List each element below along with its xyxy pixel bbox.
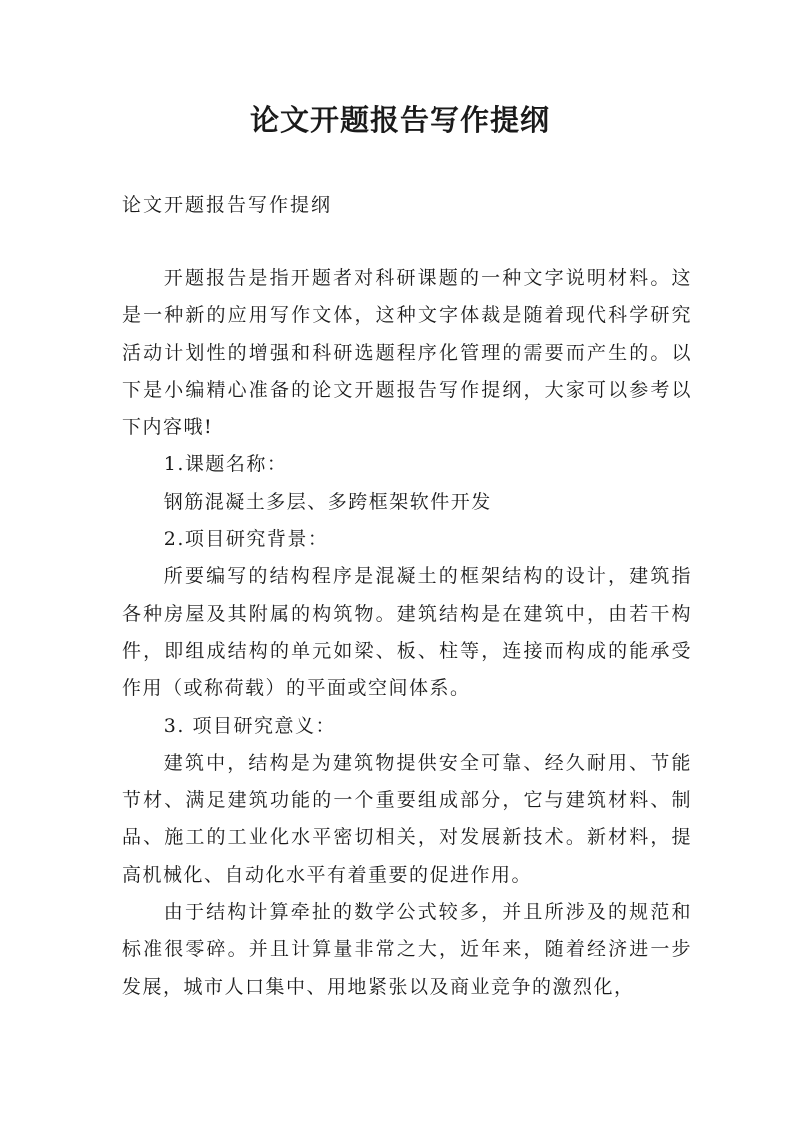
section-heading-background: 2.项目研究背景：	[163, 528, 329, 551]
topic-name-paragraph: 钢筋混凝土多层、多跨框架软件开发	[163, 490, 492, 513]
document-subtitle: 论文开题报告写作提纲	[122, 194, 333, 216]
background-paragraph: 所要编写的结构程序是混凝土的框架结构的设计，建筑指各种房屋及其附属的构筑物。建筑结构是在建筑中，由若干构件，即组成结构的单元如梁、板、柱等，连接而构成的能承受作用（或称荷载）的平面或空间体系。	[122, 565, 692, 700]
section-heading-significance: 3. 项目研究意义：	[163, 714, 336, 737]
significance-paragraph: 建筑中，结构是为建筑物提供安全可靠、经久耐用、节能节材、满足建筑功能的一个重要组成部分，它与建筑材料、制品、施工的工业化水平密切相关，对发展新技术。新材料，提高机械化、自动化水平有着重要的促进作用。	[122, 751, 692, 886]
calculation-paragraph: 由于结构计算牵扯的数学公式较多，并且所涉及的规范和标准很零碎。并且计算量非常之大，近年来，随着经济进一步发展，城市人口集中、用地紧张以及商业竞争的激烈化，	[122, 901, 692, 998]
intro-paragraph: 开题报告是指开题者对科研课题的一种文字说明材料。这是一种新的应用写作文体，这种文字体裁是随着现代科学研究活动计划性的增强和科研选题程序化管理的需要而产生的。以下是小编精心准备的论文开题报告写作提纲，大家可以参考以下内容哦!	[122, 267, 692, 439]
document-body	[122, 260, 692, 1006]
document-title: 论文开题报告写作提纲	[249, 103, 550, 137]
section-heading-topic-name: 1.课题名称：	[163, 453, 288, 476]
